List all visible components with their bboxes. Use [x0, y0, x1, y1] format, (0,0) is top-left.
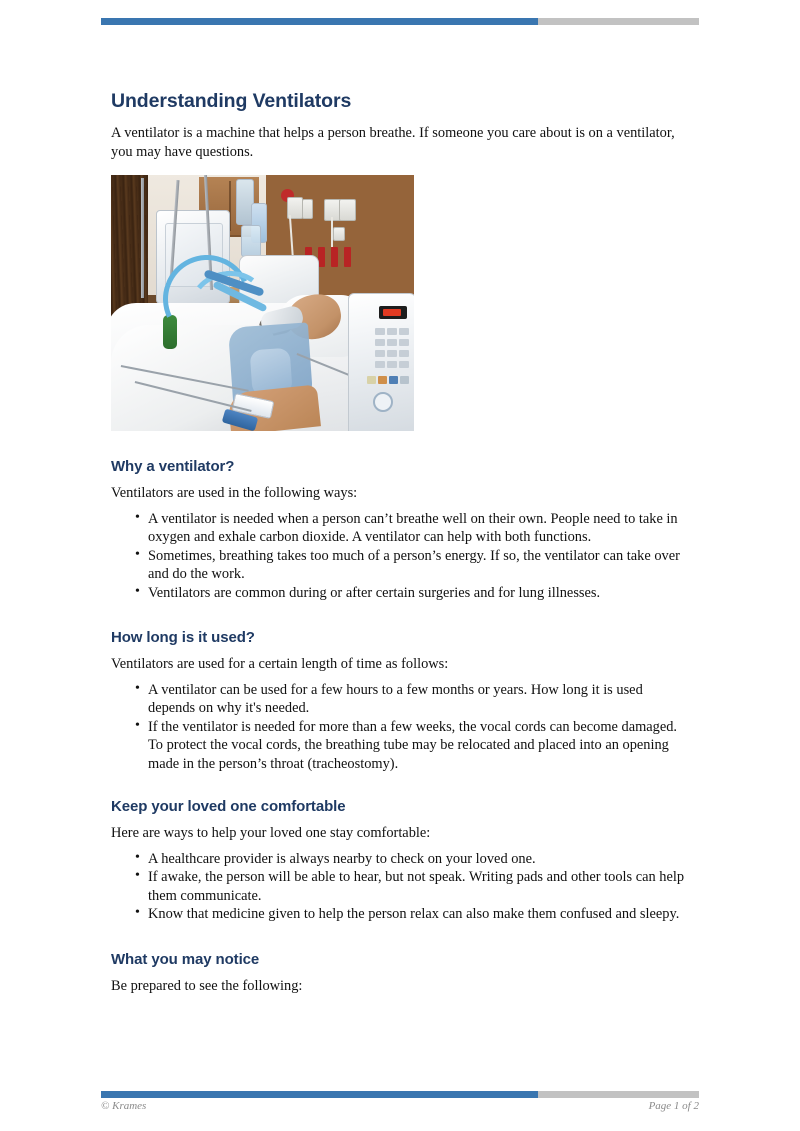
header-rule — [101, 18, 699, 25]
footer-rule — [101, 1091, 699, 1098]
header-rule-gray-segment — [538, 18, 699, 25]
photo-canvas — [111, 175, 414, 431]
section-lead: Ventilators are used for a certain length of time as follows: — [111, 656, 449, 672]
photo-control-buttons — [375, 328, 409, 335]
document-content — [111, 90, 689, 995]
header-rule-blue-segment — [101, 18, 538, 25]
photo-cord — [331, 217, 333, 247]
photo-red-wall-strip — [344, 247, 351, 267]
section-lead: Here are ways to help your loved one stay comfortable: — [111, 825, 431, 841]
photo-control-buttons — [375, 361, 409, 368]
spacer — [111, 773, 689, 798]
photo-iv-bag — [241, 225, 261, 257]
section-bullet-list — [111, 510, 689, 603]
section-keep-your-loved-one-comfortable — [111, 798, 689, 924]
photo-wall-panel — [333, 227, 345, 241]
list-item: • A ventilator can be used for a few hours to a few months or years. How long it is used depends on why it's needed. — [148, 681, 689, 718]
page-footer — [101, 1100, 699, 1112]
section-lead: Ventilators are used in the following ways: — [111, 485, 358, 501]
list-item: • If the ventilator is needed for more than a few weeks, the vocal cords can become damaged. To protect the vocal cords, the breathing tube may be relocated and placed into an opening made in the person’s throat (tracheostomy). — [148, 718, 689, 774]
section-bullet-list — [111, 850, 689, 924]
photo-iv-pole — [141, 178, 144, 298]
page-number: Page 1 of 2 — [648, 1100, 699, 1112]
photo-colored-buttons — [367, 376, 409, 384]
photo-red-wall-strip — [331, 247, 338, 267]
list-item: • A healthcare provider is always nearby to check on your loved one. — [148, 850, 689, 869]
page-title: Understanding Ventilators — [111, 90, 352, 112]
photo-red-wall-strip — [318, 247, 325, 267]
list-item: • Ventilators are common during or after certain surgeries and for lung illnesses. — [148, 584, 689, 603]
list-item: • Know that medicine given to help the person relax can also make them confused and sleepy. — [148, 905, 689, 924]
section-heading: How long is it used? — [111, 629, 255, 646]
photo-wall-panel — [339, 199, 356, 221]
spacer — [111, 161, 689, 175]
photo-led-display — [379, 306, 407, 319]
list-item: • A ventilator is needed when a person can’t breathe well on their own. People need to take in oxygen and exhale carbon dioxide. A ventilator can help with both functions. — [148, 510, 689, 547]
section-bullet-list — [111, 681, 689, 774]
photo-wall-panel — [302, 199, 313, 219]
photo-control-buttons — [375, 339, 409, 346]
footer-rule-blue-segment — [101, 1091, 538, 1098]
spacer — [111, 924, 689, 951]
intro-paragraph: A ventilator is a machine that helps a person breathe. If someone you care about is on a ventilator, you may have questions. — [111, 125, 675, 160]
section-heading: What you may notice — [111, 950, 260, 968]
section-how-long-is-it-used — [111, 629, 689, 773]
list-item: • Sometimes, breathing takes too much of a person’s energy. If so, the ventilator can take over and do the work. — [148, 547, 689, 584]
spacer — [111, 431, 689, 458]
section-why-a-ventilator — [111, 458, 689, 602]
section-what-you-may-notice — [111, 951, 689, 996]
ventilator-photo — [111, 175, 414, 431]
section-lead: Be prepared to see the following: — [111, 977, 303, 994]
list-item: • If awake, the person will be able to hear, but not speak. Writing pads and other tools can help them communicate. — [148, 868, 689, 905]
photo-control-knob — [373, 392, 393, 412]
copyright-text: © Krames — [101, 1100, 147, 1112]
section-heading: Why a ventilator? — [111, 458, 235, 475]
photo-bed-control-panel — [348, 293, 414, 431]
footer-rule-gray-segment — [538, 1091, 699, 1098]
photo-control-buttons — [375, 350, 409, 357]
section-heading: Keep your loved one comfortable — [111, 798, 346, 815]
spacer — [111, 602, 689, 629]
